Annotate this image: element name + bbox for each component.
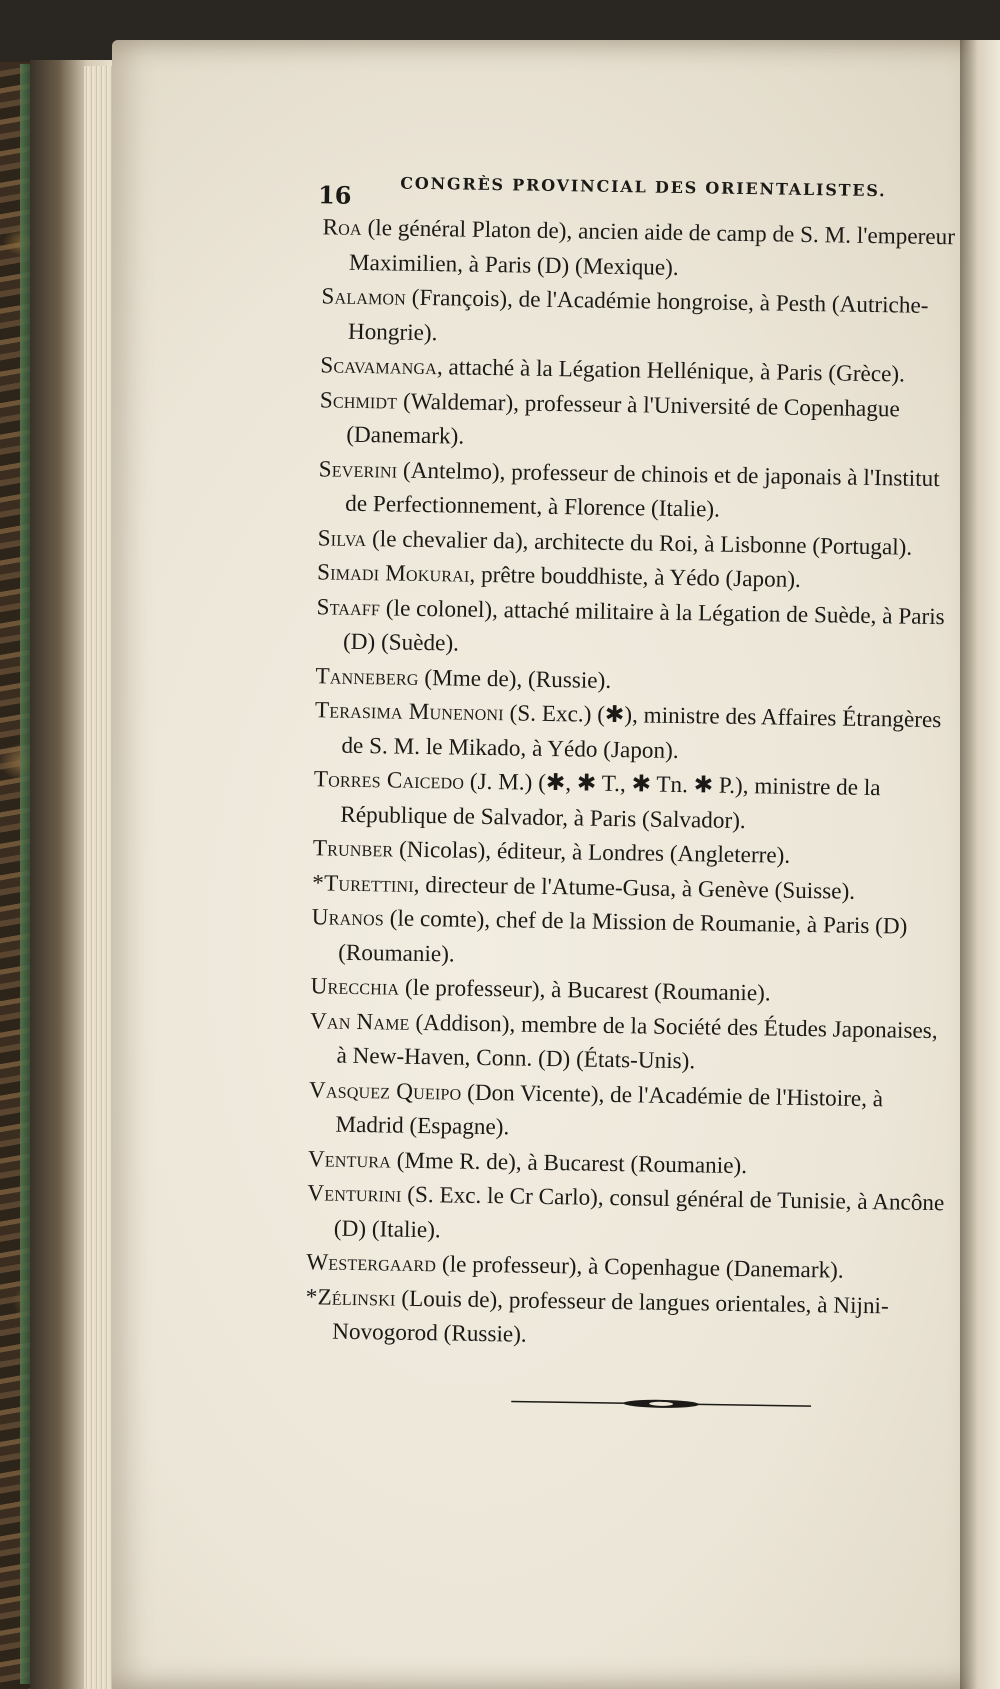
entry-text: (Mme R. de), à Bucarest (Roumanie). [390, 1147, 748, 1179]
entry-name: Salamon [321, 283, 407, 311]
list-item [313, 762, 954, 841]
closing-ornament [511, 1395, 811, 1412]
entry-name: Tanneberg [315, 662, 419, 691]
entry-text: , attaché à la Légation Hellénique, à Paris (Grèce). [436, 354, 906, 388]
entry-name: Staaff [316, 593, 381, 621]
entry-text: (Don Vicente), de l'Académie de l'Histoire, à Madrid (Espagne). [335, 1079, 884, 1141]
list-item [318, 452, 959, 531]
list-item [311, 900, 952, 979]
entry-text: (le professeur), à Bucarest (Roumanie). [399, 974, 771, 1007]
entry-text: , prêtre bouddhiste, à Yédo (Japon). [469, 561, 802, 593]
entry-name: Terasima Munenoni [314, 697, 505, 727]
entry-name: *Zélinski [305, 1283, 396, 1312]
entry-name: Roa [322, 214, 362, 241]
entry-name: Scavamanga [320, 352, 438, 381]
entry-name: Trunber [312, 835, 394, 863]
entry-name: Ventura [307, 1145, 392, 1174]
entry-name: Silva [317, 524, 367, 552]
list-item [308, 1073, 949, 1152]
entry-text: (J. M.) (✱, ✱ T., ✱ Tn. ✱ P.), ministre de la République de Salvador, à Paris (Salvador). [340, 768, 881, 834]
entry-name: Venturini [307, 1180, 402, 1208]
entry-text: (Louis de), professeur de langues orientales, à Nijni-Novogorod (Russie). [332, 1285, 889, 1348]
entry-text: (Mme de), (Russie). [418, 664, 612, 694]
entry-name: Torres Caicedo [313, 766, 465, 795]
entry-text: (le comte), chef de la Mission de Roumanie, à Paris (D) (Roumanie). [337, 905, 908, 968]
list-item [316, 590, 957, 669]
entry-list [305, 210, 963, 1358]
entry-name: Urecchia [310, 973, 400, 1001]
entry-text: (le colonel), attaché militaire à la Légation de Suède, à Paris (D) (Suède). [342, 594, 945, 657]
entry-name: Severini [318, 455, 398, 484]
list-item [322, 210, 963, 289]
entry-text: (le chevalier da), architecte du Roi, à Lisbonne (Portugal). [366, 525, 913, 561]
entry-name: Uranos [311, 904, 385, 932]
entry-name: Van Name [309, 1007, 410, 1036]
entry-text: (S. Exc.) (✱), ministre des Affaires Étrangères de S. M. le Mikado, à Yédo (Japon). [341, 700, 942, 764]
entry-text: (le professeur), à Copenhague (Danemark). [435, 1251, 844, 1284]
entry-text: (Waldemar), professeur à l'Université de Copenhague (Danemark). [346, 388, 900, 450]
entry-name: Westergaard [306, 1249, 437, 1278]
entry-text: (S. Exc. le Cr Carlo), consul général de Tunisie, à Ancône (D) (Italie). [333, 1181, 945, 1243]
entry-text: , directeur de l'Atume-Gusa, à Genève (Suisse). [413, 871, 856, 905]
running-head: CONGRÈS PROVINCIAL DES ORIENTALISTES. [400, 173, 887, 201]
page-number: 16 [317, 180, 352, 210]
list-item [309, 1004, 950, 1083]
entry-text: (le général Platon de), ancien aide de camp de S. M. l'empereur Maximilien, à Paris (D) (Mexique). [348, 214, 956, 281]
entry-text: (François), de l'Académie hongroise, à Pesth (Autriche-Hongrie). [347, 284, 929, 346]
entry-name: Schmidt [319, 386, 398, 415]
entry-text: (Antelmo), professeur de chinois et de japonais à l'Institut de Perfectionnement, à Florence (Italie). [345, 457, 940, 523]
entry-name: Simadi Mokurai [316, 559, 470, 588]
entry-name: Vasquez Queipo [308, 1076, 462, 1106]
list-item [321, 279, 962, 358]
entry-text: (Nicolas), éditeur, à Londres (Angleterre). [393, 836, 791, 869]
list-item [305, 1280, 946, 1359]
entry-name: *Turettini [312, 869, 414, 898]
list-item [314, 693, 955, 772]
list-item [319, 383, 960, 462]
list-item [307, 1176, 948, 1255]
entry-text: (Addison), membre de la Société des Études Japonaises, à New-Haven, Conn. (D) (États-Unis). [336, 1009, 938, 1075]
